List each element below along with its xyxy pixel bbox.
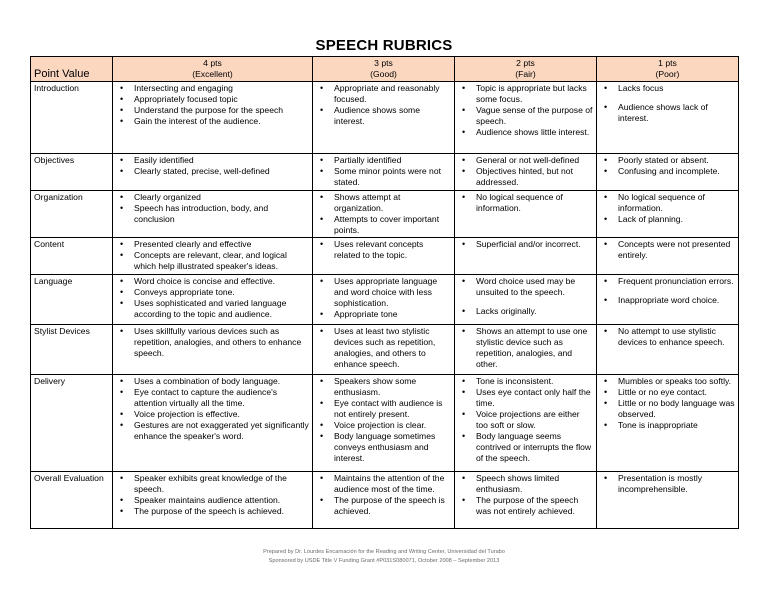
cell-good — [313, 238, 455, 275]
descriptor-item: • Speaker maintains audience attention. — [116, 495, 309, 506]
rubric-row-stylist-devices — [31, 325, 739, 375]
cell-poor — [597, 472, 739, 529]
descriptor-item: • Word choice used may be unsuited to the speech. — [458, 276, 593, 298]
rubric-row-content — [31, 238, 739, 275]
descriptor-list — [316, 326, 451, 370]
descriptor-item: • Appropriate and reasonably focused. — [316, 83, 451, 105]
cell-excellent — [113, 154, 313, 191]
descriptor-list — [316, 239, 451, 261]
descriptor-list — [458, 83, 593, 138]
descriptor-item: • Uses sophisticated and varied language according to the topic and audience. — [116, 298, 309, 320]
descriptor-item: • Appropriately focused topic — [116, 94, 309, 105]
descriptor-item: • Body language sometimes conveys enthusiasm and interest. — [316, 431, 451, 464]
cell-good — [313, 154, 455, 191]
cell-excellent — [113, 238, 313, 275]
descriptor-item: • Some minor points were not stated. — [316, 166, 451, 188]
descriptor-list — [316, 192, 451, 236]
level-points: 1 pts — [658, 58, 677, 68]
descriptor-item: • Frequent pronunciation errors. — [600, 276, 735, 287]
criterion-label: Language — [31, 275, 113, 325]
descriptor-item: • Eye contact with audience is not entirely present. — [316, 398, 451, 420]
descriptor-list — [458, 376, 593, 464]
descriptor-item: • Concepts are relevant, clear, and logical which help illustrated speaker's ideas. — [116, 250, 309, 272]
descriptor-item: • Gestures are not exaggerated yet significantly enhance the speaker's word. — [116, 420, 309, 442]
descriptor-list — [458, 326, 593, 370]
descriptor-list — [316, 473, 451, 517]
descriptor-item: • No logical sequence of information. — [600, 192, 735, 214]
descriptor-list — [316, 155, 451, 188]
descriptor-list — [316, 83, 451, 127]
descriptor-item: • Audience shows little interest. — [458, 127, 593, 138]
level-label: (Poor) — [655, 69, 680, 79]
cell-fair — [455, 191, 597, 238]
descriptor-item: • Partially identified — [316, 155, 451, 166]
cell-poor — [597, 191, 739, 238]
descriptor-item: • Inappropriate word choice. — [600, 295, 735, 306]
descriptor-item: • Poorly stated or absent. — [600, 155, 735, 166]
descriptor-item: • Intersecting and engaging — [116, 83, 309, 94]
rubric-row-objectives — [31, 154, 739, 191]
descriptor-item: • Speakers show some enthusiasm. — [316, 376, 451, 398]
descriptor-item: • Topic is appropriate but lacks some focus. — [458, 83, 593, 105]
descriptor-list — [458, 239, 593, 250]
descriptor-item: • Speech shows limited enthusiasm. — [458, 473, 593, 495]
descriptor-item: • Voice projections are either too soft or slow. — [458, 409, 593, 431]
descriptor-item: • Tone is inappropriate — [600, 420, 735, 431]
level-label: (Fair) — [515, 69, 536, 79]
criterion-label: Delivery — [31, 375, 113, 472]
descriptor-item: • Eye contact to capture the audience's attention virtually all the time. — [116, 387, 309, 409]
descriptor-list — [116, 239, 309, 272]
descriptor-list — [458, 473, 593, 517]
descriptor-list — [116, 326, 309, 359]
descriptor-list — [116, 276, 309, 320]
cell-excellent — [113, 191, 313, 238]
descriptor-item: • Presentation is mostly incomprehensible. — [600, 473, 735, 495]
descriptor-item: • Conveys appropriate tone. — [116, 287, 309, 298]
descriptor-item: • Confusing and incomplete. — [600, 166, 735, 177]
level-header-excellent — [113, 57, 313, 82]
descriptor-item: • General or not well-defined — [458, 155, 593, 166]
rubric-row-overall-evaluation — [31, 472, 739, 529]
descriptor-list — [600, 276, 735, 306]
descriptor-item: • The purpose of the speech is achieved. — [316, 495, 451, 517]
descriptor-item: • Audience shows lack of interest. — [600, 102, 735, 124]
cell-fair — [455, 275, 597, 325]
descriptor-item: • Speech has introduction, body, and conclusion — [116, 203, 309, 225]
descriptor-list — [316, 376, 451, 464]
cell-fair — [455, 325, 597, 375]
criterion-label: Content — [31, 238, 113, 275]
descriptor-item: • Vague sense of the purpose of speech. — [458, 105, 593, 127]
descriptor-item: • Tone is inconsistent. — [458, 376, 593, 387]
descriptor-list — [458, 192, 593, 214]
descriptor-item: • The purpose of the speech is achieved. — [116, 506, 309, 517]
level-header-poor — [597, 57, 739, 82]
descriptor-item: • Little or no body language was observed. — [600, 398, 735, 420]
page-title: SPEECH RUBRICS — [315, 37, 453, 54]
descriptor-item: • Little or no eye contact. — [600, 387, 735, 398]
cell-fair — [455, 375, 597, 472]
cell-fair — [455, 238, 597, 275]
descriptor-list — [116, 376, 309, 442]
cell-fair — [455, 472, 597, 529]
descriptor-item: • Uses relevant concepts related to the topic. — [316, 239, 451, 261]
cell-excellent — [113, 375, 313, 472]
descriptor-list — [600, 376, 735, 431]
descriptor-item: • Lacks focus — [600, 83, 735, 94]
footer-sponsor: Sponsored by USDE Title V Funding Grant #P031S080071, October 2008 – September 2013 — [268, 558, 500, 564]
cell-good — [313, 275, 455, 325]
cell-excellent — [113, 325, 313, 375]
criterion-label: Organization — [31, 191, 113, 238]
criterion-label: Overall Evaluation — [31, 472, 113, 529]
descriptor-item: • Presented clearly and effective — [116, 239, 309, 250]
level-points: 3 pts — [374, 58, 393, 68]
descriptor-item: • Voice projection is clear. — [316, 420, 451, 431]
descriptor-item: • Clearly stated, precise, well-defined — [116, 166, 309, 177]
descriptor-item: • Maintains the attention of the audience most of the time. — [316, 473, 451, 495]
descriptor-list — [316, 276, 451, 320]
level-label: (Good) — [370, 69, 397, 79]
footer-prepared-by: Prepared by Dr. Lourdes Encarnación for the Reading and Writing Center, Universidad del Turabo — [263, 549, 505, 555]
point-value-header: Point Value — [31, 57, 113, 82]
level-points: 4 pts — [203, 58, 222, 68]
descriptor-item: • Easily identified — [116, 155, 309, 166]
descriptor-list — [458, 276, 593, 317]
cell-excellent — [113, 275, 313, 325]
rubric-row-introduction — [31, 82, 739, 154]
descriptor-item: • Objectives hinted, but not addressed. — [458, 166, 593, 188]
descriptor-item: • Lack of planning. — [600, 214, 735, 225]
cell-excellent — [113, 82, 313, 154]
cell-fair — [455, 82, 597, 154]
descriptor-item: • Gain the interest of the audience. — [116, 116, 309, 127]
rubric-row-delivery — [31, 375, 739, 472]
descriptor-item: • Body language seems contrived or interrupts the flow of the speech. — [458, 431, 593, 464]
criterion-label: Objectives — [31, 154, 113, 191]
criterion-label: Introduction — [31, 82, 113, 154]
descriptor-item: • No logical sequence of information. — [458, 192, 593, 214]
descriptor-list — [600, 192, 735, 225]
level-header-good — [313, 57, 455, 82]
descriptor-item: • Uses eye contact only half the time. — [458, 387, 593, 409]
descriptor-item: • Superficial and/or incorrect. — [458, 239, 593, 250]
descriptor-item: • Understand the purpose for the speech — [116, 105, 309, 116]
speech-rubric-table — [30, 56, 739, 529]
cell-poor — [597, 82, 739, 154]
descriptor-list — [600, 326, 735, 348]
header-row — [31, 57, 739, 82]
descriptor-item: • Word choice is concise and effective. — [116, 276, 309, 287]
cell-poor — [597, 375, 739, 472]
cell-poor — [597, 275, 739, 325]
descriptor-item: • Shows an attempt to use one stylistic device such as repetition, analogies, and other. — [458, 326, 593, 370]
descriptor-list — [458, 155, 593, 188]
level-label: (Excellent) — [192, 69, 233, 79]
criterion-label: Stylist Devices — [31, 325, 113, 375]
descriptor-list — [600, 155, 735, 177]
cell-excellent — [113, 472, 313, 529]
level-header-fair — [455, 57, 597, 82]
descriptor-item: • Appropriate tone — [316, 309, 451, 320]
cell-poor — [597, 238, 739, 275]
descriptor-list — [600, 239, 735, 261]
cell-good — [313, 325, 455, 375]
descriptor-item: • Mumbles or speaks too softly. — [600, 376, 735, 387]
cell-fair — [455, 154, 597, 191]
descriptor-list — [116, 83, 309, 127]
descriptor-item: • Shows attempt at organization. — [316, 192, 451, 214]
rubric-row-organization — [31, 191, 739, 238]
descriptor-list — [116, 155, 309, 177]
descriptor-item: • Concepts were not presented entirely. — [600, 239, 735, 261]
descriptor-item: • Clearly organized — [116, 192, 309, 203]
cell-good — [313, 191, 455, 238]
descriptor-list — [116, 192, 309, 225]
descriptor-item: • Uses appropriate language and word choice with less sophistication. — [316, 276, 451, 309]
descriptor-list — [116, 473, 309, 517]
descriptor-item: • Uses skillfully various devices such as repetition, analogies, and others to enhance speech. — [116, 326, 309, 359]
descriptor-item: • Voice projection is effective. — [116, 409, 309, 420]
descriptor-item: • No attempt to use stylistic devices to enhance speech. — [600, 326, 735, 348]
rubric-row-language — [31, 275, 739, 325]
descriptor-item: • Lacks originally. — [458, 306, 593, 317]
descriptor-list — [600, 473, 735, 495]
cell-poor — [597, 154, 739, 191]
cell-good — [313, 375, 455, 472]
descriptor-item: • Uses a combination of body language. — [116, 376, 309, 387]
cell-poor — [597, 325, 739, 375]
cell-good — [313, 472, 455, 529]
level-points: 2 pts — [516, 58, 535, 68]
descriptor-item: • Speaker exhibits great knowledge of the speech. — [116, 473, 309, 495]
descriptor-item: • Uses at least two stylistic devices such as repetition, analogies, and others to enhance speech. — [316, 326, 451, 370]
cell-good — [313, 82, 455, 154]
descriptor-item: • The purpose of the speech was not entirely achieved. — [458, 495, 593, 517]
descriptor-item: • Audience shows some interest. — [316, 105, 451, 127]
descriptor-list — [600, 83, 735, 124]
descriptor-item: • Attempts to cover important points. — [316, 214, 451, 236]
rubric-body — [31, 82, 739, 529]
